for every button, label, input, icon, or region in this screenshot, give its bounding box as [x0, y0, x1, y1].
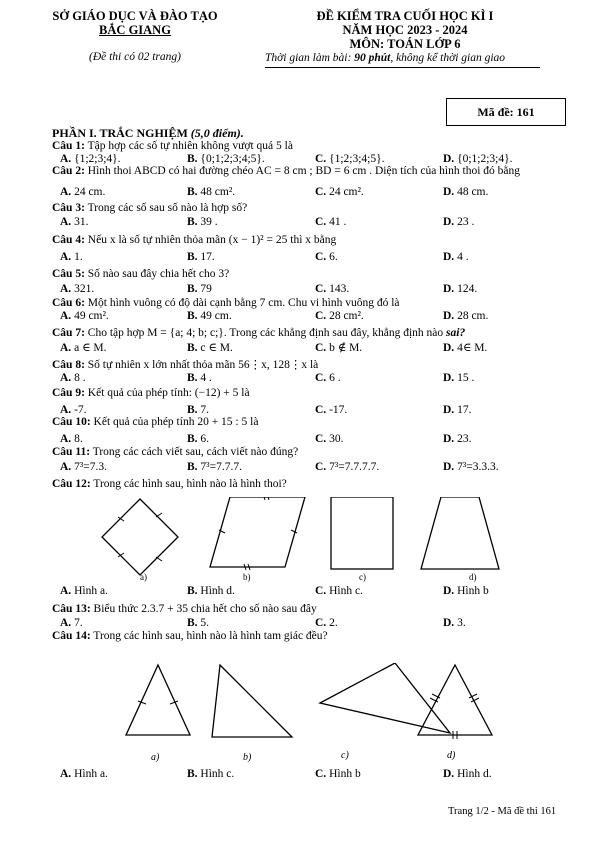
question-4-option-c: C. 6. [315, 251, 338, 263]
question-12-option-a: A. Hình a. [60, 585, 108, 597]
question-label: Câu 1: [52, 140, 85, 152]
question-1-option-b: B. {0;1;2;3;4;5}. [187, 153, 265, 165]
question-7-stem [52, 327, 465, 339]
figure-d-trapezoid [421, 497, 499, 569]
question-text: Cho tập hợp M = {a; 4; b; c;}. Trong các khẳng định sau đây, khẳng định nào [84, 327, 447, 339]
figure-b-parallelogram [210, 497, 305, 570]
school-year: NĂM HỌC 2023 - 2024 [342, 23, 468, 37]
question-4-stem [52, 234, 336, 246]
exam-code-box: Mã đề: 161 [446, 98, 566, 126]
question-7-option-d: D. 4∈ M. [443, 342, 488, 354]
question-9-stem [52, 387, 250, 399]
question-1-option-a: A. {1;2;3;4}. [60, 153, 121, 165]
q12-figures [95, 497, 515, 577]
question-14-option-a: A. Hình a. [60, 768, 108, 780]
question-13-stem [52, 603, 317, 615]
question-3-option-a: A. 31. [60, 216, 89, 228]
question-emphasis: sai? [446, 327, 466, 339]
question-1-option-d: D. {0;1;2;3;4}. [443, 153, 513, 165]
question-3-option-c: C. 41 . [315, 216, 347, 228]
question-13-option-a: A. 7. [60, 617, 83, 629]
question-6-option-c: C. 28 cm². [315, 310, 364, 322]
question-10-option-d: D. 23. [443, 433, 472, 445]
question-12-option-b: B. Hình d. [187, 585, 235, 597]
question-5-option-c: C. 143. [315, 283, 350, 295]
question-8-stem [52, 357, 318, 371]
question-label: Câu 12: [52, 478, 91, 490]
question-9-option-a: A. -7. [60, 404, 87, 416]
fig14-label-c: c) [341, 750, 349, 761]
question-13-option-c: C. 2. [315, 617, 338, 629]
question-label: Câu 4: [52, 234, 85, 246]
fig14-label-b: b) [243, 752, 252, 763]
question-4-option-b: B. 17. [187, 251, 215, 263]
fig12-label-b: b) [243, 572, 251, 582]
question-2-option-d: D. 48 cm. [443, 186, 489, 198]
question-11-option-c: C. 7³=7.7.7.7. [315, 461, 380, 473]
question-10-option-c: C. 30. [315, 433, 344, 445]
fig14-label-d: d) [447, 750, 456, 761]
question-11-option-a: A. 7³=7.3. [60, 461, 107, 473]
time-note: Thời gian làm bài: 90 phút, không kể thời gian giao [265, 52, 506, 64]
question-6-option-a: A. 49 cm². [60, 310, 109, 322]
question-4-option-d: D. 4 . [443, 251, 469, 263]
question-text: Tập hợp các số tự nhiên không vượt quá 5 là [84, 140, 293, 152]
question-5-option-d: D. 124. [443, 283, 478, 295]
exam-title: ĐỀ KIỂM TRA CUỐI HỌC KÌ I [316, 9, 494, 23]
figure-b-triangle [212, 665, 292, 737]
question-12-option-d: D. Hình b [443, 585, 489, 597]
question-8-option-b: B. 4 . [187, 372, 212, 384]
subject: MÔN: TOÁN LỚP 6 [349, 37, 461, 51]
question-text: Trong các hình sau, hình nào là hình thoi? [90, 478, 287, 490]
question-9-option-b: B. 7. [187, 404, 210, 416]
question-14-option-b: B. Hình c. [187, 768, 235, 780]
fig12-label-a: a) [140, 572, 147, 582]
question-text: Trong các hình sau, hình nào là hình tam giác đều? [90, 630, 328, 642]
province-name: BẮC GIANG [99, 23, 171, 37]
question-label: Câu 13: [52, 603, 91, 615]
question-label: Câu 11: [52, 446, 91, 458]
question-13-option-b: B. 5. [187, 617, 210, 629]
question-2-option-a: A. 24 cm. [60, 186, 106, 198]
question-11-option-d: D. 7³=3.3.3. [443, 461, 499, 473]
question-11-option-b: B. 7³=7.7.7. [187, 461, 242, 473]
question-3-option-d: D. 23 . [443, 216, 475, 228]
question-5-option-b: B. 79 [187, 283, 212, 295]
question-label: Câu 9: [52, 387, 85, 399]
question-text: Trong các cách viết sau, cách viết nào đúng? [90, 446, 299, 458]
question-1-option-c: C. {1;2;3;4;5}. [315, 153, 385, 165]
question-10-option-b: B. 6. [187, 433, 210, 445]
question-text: Kết quả của phép tính: (−12) + 5 là [84, 387, 250, 399]
question-12-option-c: C. Hình c. [315, 585, 363, 597]
question-14-option-c: C. Hình b [315, 768, 361, 780]
question-9-option-d: D. 17. [443, 404, 472, 416]
question-14-option-d: D. Hình d. [443, 768, 492, 780]
question-10-option-a: A. 8. [60, 433, 83, 445]
department-name: SỞ GIÁO DỤC VÀ ĐÀO TẠO [52, 9, 218, 23]
question-12-stem [52, 478, 287, 490]
question-6-option-d: D. 28 cm. [443, 310, 489, 322]
question-8-option-a: A. 8 . [60, 372, 86, 384]
question-text: Số tự nhiên x lớn nhất thỏa mãn 56⋮x, 128⋮x là [84, 359, 319, 371]
question-text: Hình thoi ABCD có hai đường chéo AC = 8 cm ; BD = 6 cm . Diện tích của hình thoi đó bằng [84, 165, 520, 177]
question-2-option-c: C. 24 cm². [315, 186, 364, 198]
fig12-label-c: c) [359, 572, 366, 582]
question-2-option-b: B. 48 cm². [187, 186, 236, 198]
question-6-option-b: B. 49 cm. [187, 310, 232, 322]
question-label: Câu 6: [52, 297, 85, 309]
question-8-option-d: D. 15 . [443, 372, 475, 384]
fig12-label-d: d) [469, 572, 477, 582]
question-13-option-d: D. 3. [443, 617, 466, 629]
figure-c-rectangle [331, 497, 393, 569]
question-text: Biểu thức 2.3.7 + 35 chia hết cho số nào sau đây [90, 603, 317, 615]
question-7-option-a: A. a ∈ M. [60, 342, 107, 354]
question-label: Câu 3: [52, 202, 85, 214]
question-10-stem [52, 416, 258, 428]
question-text: Nếu x là số tự nhiên thỏa mãn (x − 1)² = 25 thì x bằng [84, 234, 337, 246]
header-rule [265, 67, 540, 68]
q14-figures [120, 663, 510, 743]
question-label: Câu 7: [52, 327, 85, 339]
question-text: Một hình vuông có độ dài cạnh bằng 7 cm. Chu vi hình vuông đó là [84, 297, 400, 309]
question-14-stem [52, 630, 328, 642]
page-footer: Trang 1/2 - Mã đề thi 161 [448, 806, 557, 817]
question-text: Kết quả của phép tính 20 + 15 : 5 là [90, 416, 259, 428]
question-6-stem [52, 297, 400, 309]
question-3-stem [52, 202, 247, 214]
figure-a-rhombus [102, 499, 178, 575]
question-text: Số nào sau đây chia hết cho 3? [84, 268, 230, 280]
question-label: Câu 8: [52, 359, 85, 371]
question-5-option-a: A. 321. [60, 283, 95, 295]
question-5-stem [52, 268, 229, 280]
section-title: PHẦN I. TRẮC NGHIỆM (5,0 điểm). [52, 126, 244, 140]
question-8-option-c: C. 6 . [315, 372, 341, 384]
question-2-stem [52, 165, 520, 177]
question-label: Câu 5: [52, 268, 85, 280]
question-4-option-a: A. 1. [60, 251, 83, 263]
question-7-option-c: C. b ∉ M. [315, 342, 363, 354]
question-3-option-b: B. 39 . [187, 216, 218, 228]
question-label: Câu 2: [52, 165, 85, 177]
figure-a-triangle [126, 665, 190, 735]
fig14-label-a: a) [151, 752, 160, 763]
question-9-option-c: C. -17. [315, 404, 348, 416]
question-label: Câu 14: [52, 630, 91, 642]
question-label: Câu 10: [52, 416, 91, 428]
question-1-stem [52, 140, 293, 152]
question-text: Trong các số sau số nào là hợp số? [84, 202, 248, 214]
page-count-note: (Đề thi có 02 trang) [89, 51, 181, 63]
question-11-stem [52, 446, 298, 458]
question-7-option-b: B. c ∈ M. [187, 342, 233, 354]
